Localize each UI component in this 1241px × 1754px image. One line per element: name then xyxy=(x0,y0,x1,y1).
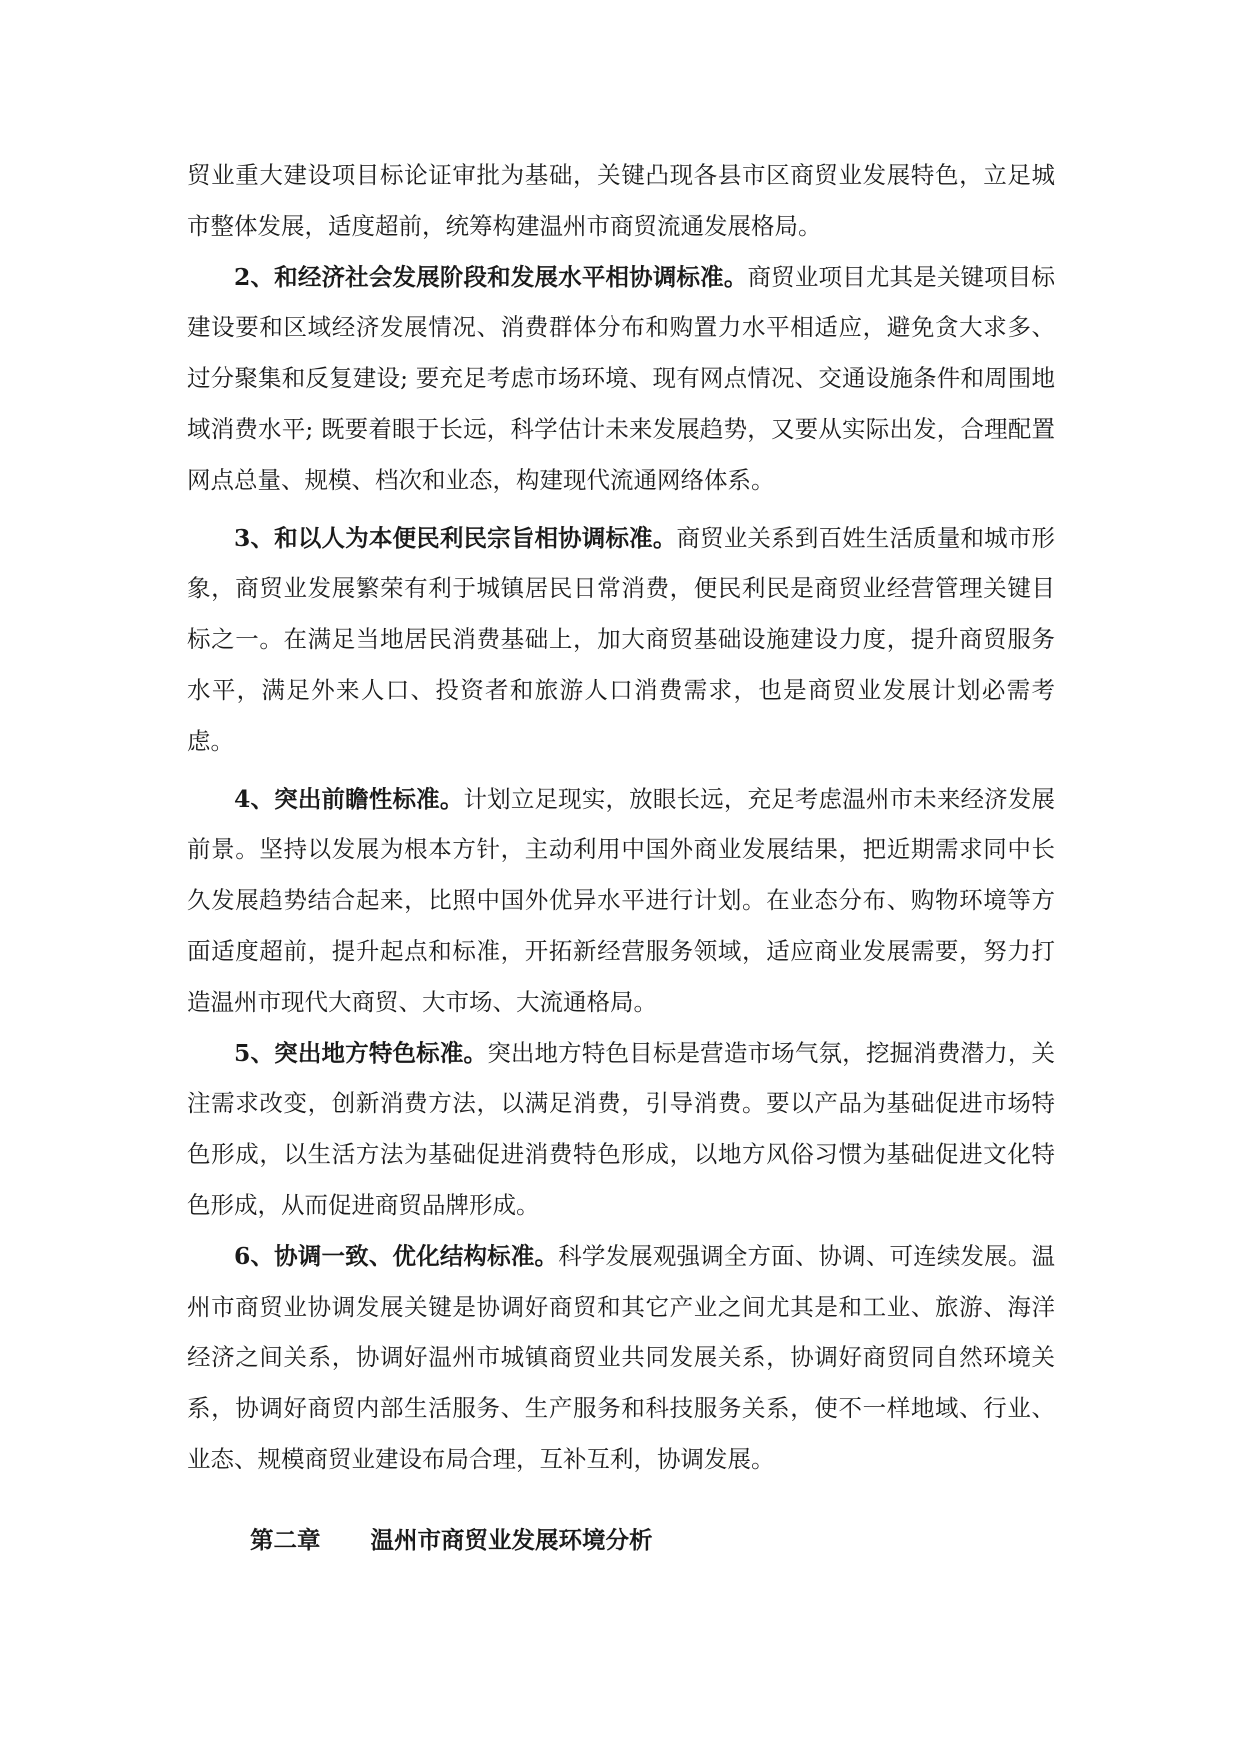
paragraph-text: 商贸业项目尤其是关键项目标建设要和区域经济发展情况、消费群体分布和购置力水平相适应，避免贪大求多、过分聚集和反复建设; 要充足考虑市场环境、现有网点情况、交通设施条件和周围地域消费水平; 既要着眼于长远，科学估计未来发展趋势，又要从实际出发，合理配置网点总量、规模、档次和业态，构建现代流通网络体系。 xyxy=(187,262,1056,494)
paragraph-text: 突出地方特色目标是营造市场气氛，挖掘消费潜力，关注需求改变，创新消费方法，以满足消费，引导消费。要以产品为基础促进市场特色形成，以生活方法为基础促进消费特色形成，以地方风俗习惯为基础促进文化特色形成，从而促进商贸品牌形成。 xyxy=(187,1038,1056,1219)
paragraph-standard-5 xyxy=(187,1028,1055,1231)
paragraph-heading: 2、和经济社会发展阶段和发展水平相协调标准。 xyxy=(234,262,748,291)
paragraph-text: 贸业重大建设项目标论证审批为基础，关键凸现各县市区商贸业发展特色，立足城市整体发展，适度超前，统筹构建温州市商贸流通发展格局。 xyxy=(187,161,1055,240)
paragraph-text: 计划立足现实，放眼长远，充足考虑温州市未来经济发展前景。坚持以发展为根本方针，主动利用中国外商业发展结果，把近期需求同中长久发展趋势结合起来，比照中国外优异水平进行计划。在业态分布、购物环境等方面适度超前，提升起点和标准，开拓新经营服务领域，适应商业发展需要，努力打造温州市现代大商贸、大市场、大流通格局。 xyxy=(187,784,1055,1016)
paragraph-standard-6 xyxy=(187,1231,1055,1485)
paragraph-standard-3 xyxy=(187,513,1055,767)
document-page xyxy=(187,150,1055,1565)
chapter-number: 第二章 xyxy=(250,1525,321,1554)
paragraph-heading: 4、突出前瞻性标准。 xyxy=(234,784,464,813)
paragraph-heading: 3、和以人为本便民利民宗旨相协调标准。 xyxy=(234,523,677,552)
chapter-title: 温州市商贸业发展环境分析 xyxy=(370,1525,653,1554)
paragraph-heading: 5、突出地方特色标准。 xyxy=(234,1038,488,1067)
paragraph-text: 商贸业关系到百姓生活质量和城市形象，商贸业发展繁荣有利于城镇居民日常消费，便民利民是商贸业经营管理关键目标之一。在满足当地居民消费基础上，加大商贸基础设施建设力度，提升商贸服务水平，满足外来人口、投资者和旅游人口消费需求，也是商贸业发展计划必需考虑。 xyxy=(187,523,1056,755)
paragraph-text: 科学发展观强调全方面、协调、可连续发展。温州市商贸业协调发展关键是协调好商贸和其它产业之间尤其是和工业、旅游、海洋经济之间关系，协调好温州市城镇商贸业共同发展关系，协调好商贸同自然环境关系，协调好商贸内部生活服务、生产服务和科技服务关系，使不一样地域、行业、业态、规模商贸业建设布局合理，互补互利，协调发展。 xyxy=(187,1241,1056,1473)
paragraph-continuation xyxy=(187,150,1055,252)
chapter-heading xyxy=(187,1515,1055,1565)
paragraph-standard-2 xyxy=(187,252,1055,506)
paragraph-heading: 6、协调一致、优化结构标准。 xyxy=(234,1241,559,1270)
paragraph-standard-4 xyxy=(187,774,1055,1028)
